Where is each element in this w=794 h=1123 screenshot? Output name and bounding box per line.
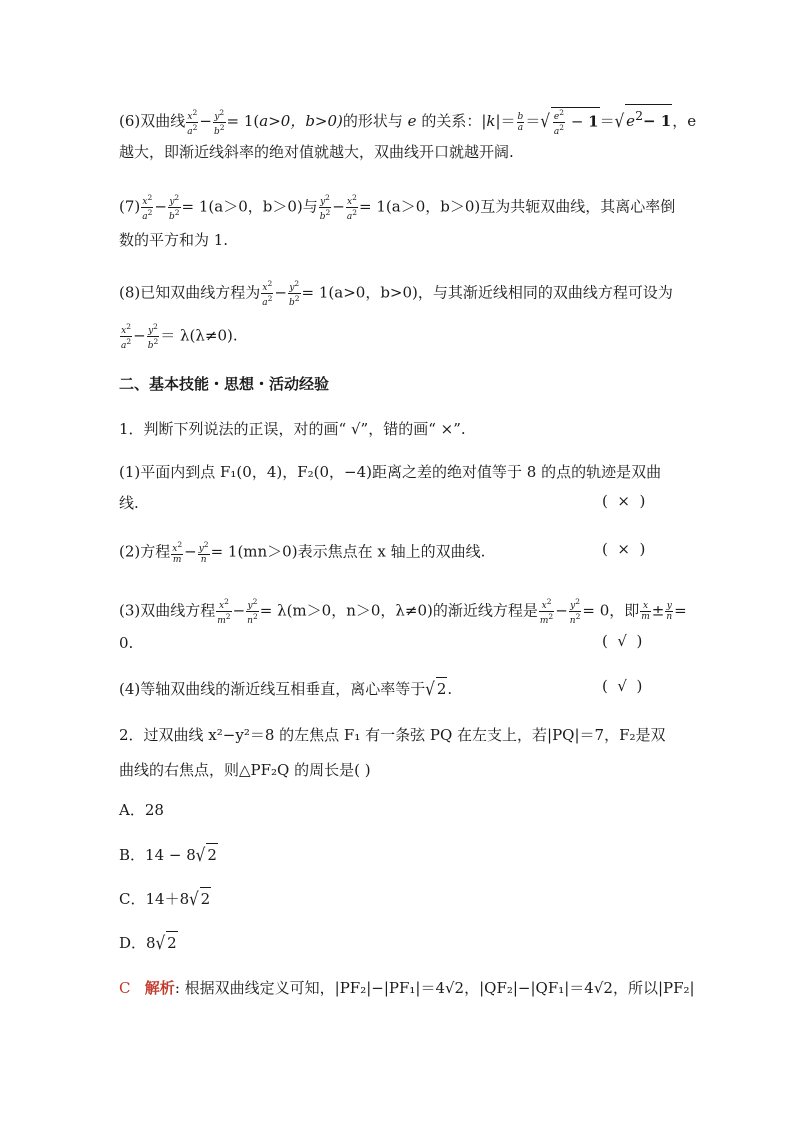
q1-s4: (4)等轴双曲线的渐近线互相垂直，离心率等于√ 2. (119, 678, 453, 700)
text: k (486, 112, 496, 130)
item-8-line2: $\frac{x^2}{a^2}$ − $\frac{y^2}{b^2}$ ＝ λ(λ≠0). (121, 322, 238, 351)
sqrt: 2 (206, 843, 218, 866)
q1-s2-mark: ( × ) (602, 540, 646, 558)
item-7-line2: 数的平方和为 1. (119, 231, 229, 249)
text: = 0，即 (582, 601, 640, 620)
text: = 1(mn＞0)表示焦点在 x 轴上的双曲线. (210, 542, 486, 561)
q1-s1-mark: ( × ) (602, 492, 646, 510)
q1-s1-line1: (1)平面内到点 F₁(0，4)，F₂(0，−4)距离之差的绝对值等于 8 的点的轨迹是双曲 (119, 463, 662, 481)
fraction: $\frac{y^2}{b^2}$ (319, 193, 331, 222)
text: (6)双曲线 (119, 112, 186, 130)
analysis-line (119, 977, 695, 999)
option-d: D．8√ 2 (119, 932, 177, 954)
fraction: $\frac{y}{n}$ (666, 601, 673, 622)
text: ± (651, 601, 665, 620)
text: . (447, 680, 453, 698)
text: ＝ (525, 112, 541, 130)
fraction: $\frac{x^2}{a^2}$ (346, 193, 358, 222)
q1-s4-mark: ( √ ) (602, 677, 643, 695)
answer-letter: C (119, 979, 131, 997)
q1-stem: 1．判断下列说法的正误，对的画“ √”，错的画“ ×”. (119, 420, 466, 438)
option-b: B．14 − 8√ 2 (119, 844, 217, 866)
item-7-line1: (7) $\frac{x^2}{a^2}$ − $\frac{y^2}{b^2}$ = 1(a＞0，b＞0)与 $\frac{y^2}{b^2}$ − $\frac{x^2}{a^2}$ = 1(a＞0，b＞0)互为共轭双曲线，其离心率倒 (119, 193, 676, 222)
text: = 1(a>0，b>0)，与其渐近线相同的双曲线方程可设为 (301, 283, 673, 302)
analysis-label: 解析 (144, 979, 175, 997)
fraction: $\frac{x^2}{a^2}$ (262, 279, 273, 308)
item-8-line1: (8)已知双曲线方程为 $\frac{x^2}{a^2}$ − $\frac{y^2}{b^2}$ = 1(a>0，b>0)，与其渐近线相同的双曲线方程可设为 (119, 279, 673, 308)
text: (2)方程 (119, 542, 171, 561)
text: B．14 − 8 (119, 846, 196, 864)
fraction: $\frac{y^2}{b^2}$ (168, 193, 180, 222)
text: 的形状与 (342, 112, 408, 130)
fraction: $\frac{y^2}{n^2}$ (247, 597, 258, 626)
q2-line2: 曲线的右焦点，则△PF₂Q 的周长是( ) (119, 761, 371, 779)
option-c: C．14＋8√ 2 (119, 888, 211, 910)
fraction: $\frac{x^2}{a^2}$ (121, 322, 132, 351)
text: e (407, 112, 417, 130)
text: = λ(m＞0，n＞0，λ≠0)的渐近线方程是 (259, 601, 538, 620)
sqrt: $\frac{e^2}{a^2}$ − 1 (551, 107, 600, 137)
fraction: $\frac{x}{m}$ (641, 601, 650, 622)
text: − 1 (643, 112, 672, 130)
text: = (674, 601, 687, 620)
analysis-text: : 根据双曲线定义可知，|PF₂|−|PF₁|＝4√2，|QF₂|−|QF₁|＝4√2，所以|PF₂| (174, 979, 695, 997)
fraction: $\frac{y^2}{n^2}$ (569, 597, 581, 626)
text: ＝ (599, 112, 615, 130)
fraction: $\frac{y^2}{b^2}$ (147, 322, 159, 351)
text: e (626, 112, 636, 130)
text: ，e (672, 112, 697, 130)
text: (8)已知双曲线方程为 (119, 283, 261, 302)
q1-s3-line2: 0. (119, 634, 134, 652)
text: (4)等轴双曲线的渐近线互相垂直，离心率等于 (119, 680, 426, 698)
text: = 1( (226, 112, 260, 130)
fraction: $\frac{x^2}{a^2}$ (142, 193, 153, 222)
section-title: 二、基本技能・思想・活动经验 (119, 375, 330, 393)
option-a: A．28 (119, 801, 164, 819)
fraction: $\frac{b}{a}$ (517, 111, 524, 133)
q1-s2: (2)方程 $\frac{x^2}{m}$ − $\frac{y^2}{n}$ = 1(mn＞0)表示焦点在 x 轴上的双曲线. (119, 540, 486, 565)
text: = 1(a＞0，b＞0)互为共轭双曲线，其离心率倒 (359, 197, 676, 216)
text: C．14＋8 (119, 890, 190, 908)
fraction: $\frac{x^2}{m^2}$ (539, 597, 554, 626)
fraction: $\frac{y^2}{b^2}$ (213, 107, 225, 137)
text: (3)双曲线方程 (119, 601, 216, 620)
fraction: $\frac{x^2}{m}$ (172, 540, 183, 565)
text: a>0，b>0) (259, 112, 343, 130)
text: 的关系：| (416, 112, 487, 130)
fraction: $\frac{y^2}{b^2}$ (288, 279, 300, 308)
sqrt: 2 (166, 931, 178, 954)
item-6-line2: 越大，即渐近线斜率的绝对值就越大，双曲线开口就越开阔. (119, 143, 514, 161)
q1-s3-line1: (3)双曲线方程 $\frac{x^2}{m^2}$ − $\frac{y^2}{n^2}$ = λ(m＞0，n＞0，λ≠0)的渐近线方程是 $\frac{x^2}{m^2}$ − $\frac{y^2}{n^2}$ = 0，即 $\frac{x}{m}$ ± $\frac{y}{n}$ = (119, 597, 687, 626)
sqrt: 2 (200, 887, 212, 910)
fraction: $\frac{x^2}{m^2}$ (217, 597, 231, 626)
q1-s3-mark: ( √ ) (602, 632, 643, 650)
q2-line1: 2．过双曲线 x²−y²＝8 的左焦点 F₁ 有一条弦 PQ 在左支上，若|PQ|＝7，F₂是双 (119, 726, 666, 744)
text: D．8 (119, 934, 156, 952)
text: |＝ (495, 112, 516, 130)
sqrt: 2 (436, 677, 448, 700)
item-6-line1: (6)双曲线 $\frac{x^2}{a^2}$ − $\frac{y^2}{b^2}$ = 1(a>0，b>0)的形状与 e 的关系：|k|＝ $\frac{b}{a}$ ＝√ $\frac{e^2}{a^2}$ − 1＝√ $e^2- 1$，e (119, 104, 696, 137)
text: (7) (119, 197, 141, 216)
fraction: $\frac{y^2}{n}$ (198, 540, 209, 565)
text: ＝ λ(λ≠0). (160, 326, 238, 345)
text: = 1(a＞0，b＞0)与 (181, 197, 318, 216)
fraction: $\frac{x^2}{a^2}$ (187, 107, 198, 137)
q1-s1-line2: 线. (119, 494, 139, 512)
sqrt: $e^2- 1$ (625, 104, 672, 132)
